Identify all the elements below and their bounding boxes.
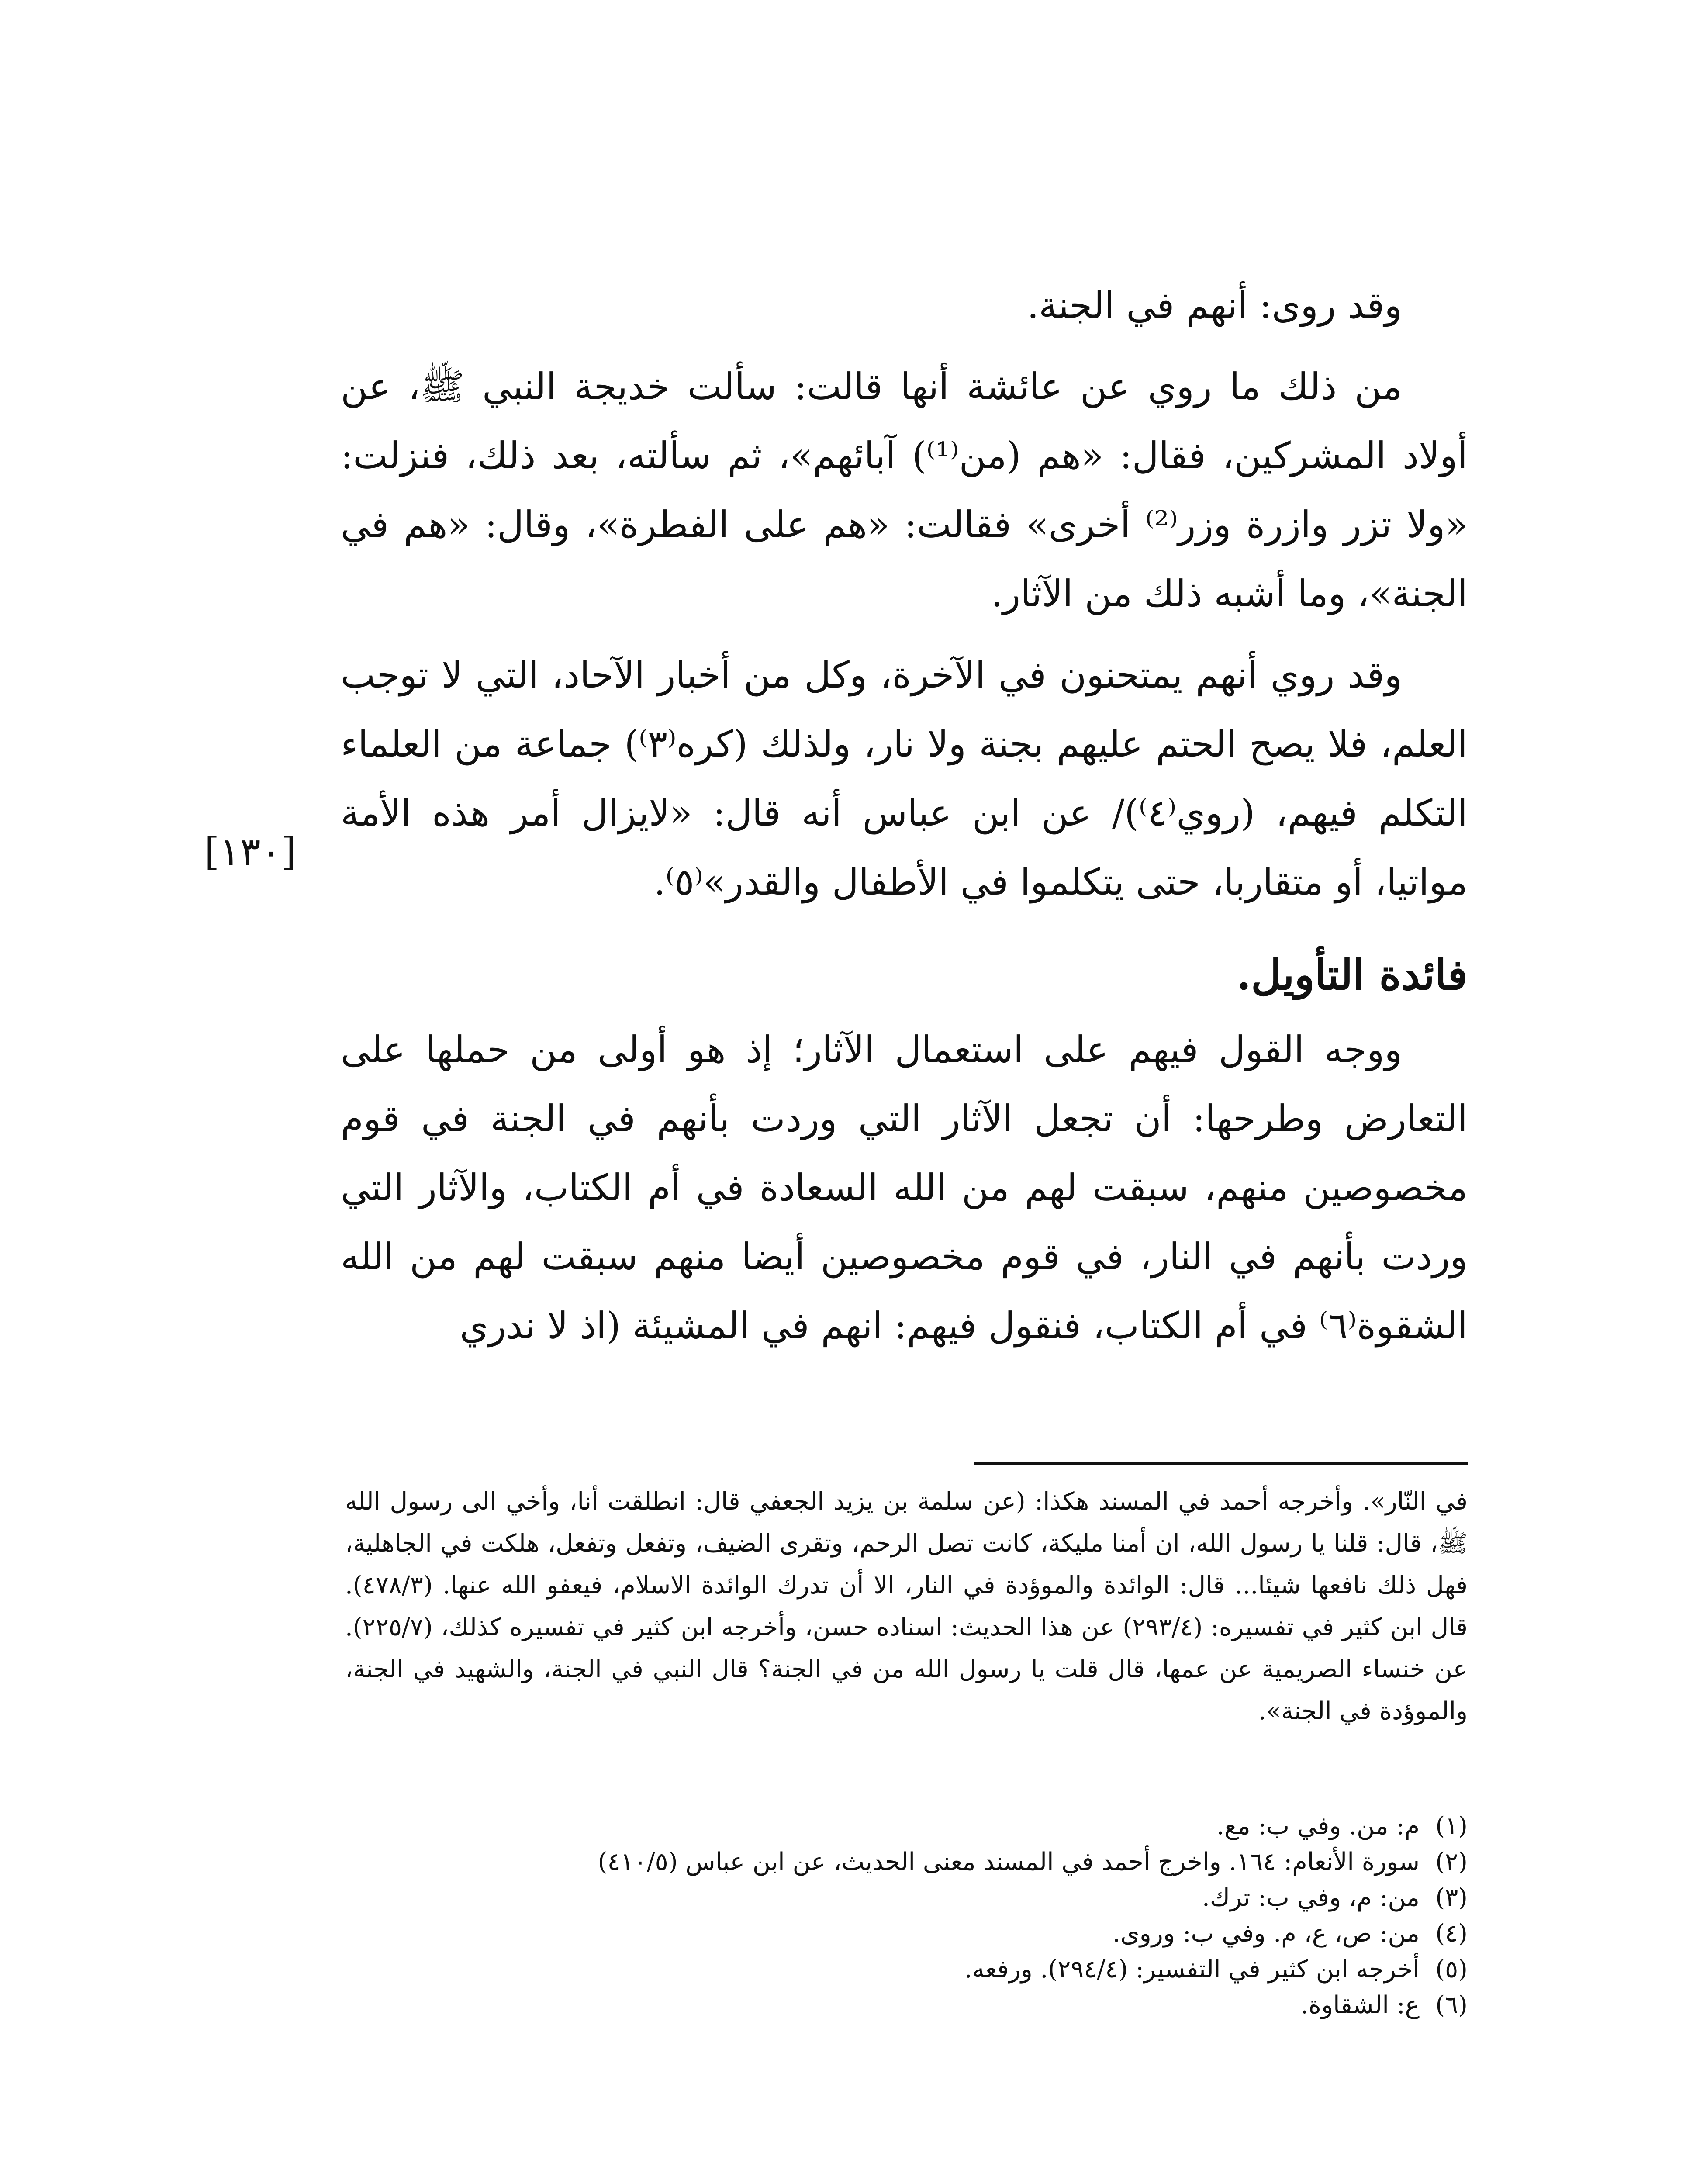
paragraph-2: من ذلك ما روي عن عائشة أنها قالت: سألت خديجة النبي ﷺ، عن أولاد المشركين، فقال: «هم (من⁽¹⁾) آبائهم»، ثم سألته، بعد ذلك، فنزلت: «ولا تزر وازرة وزر⁽²⁾ أخرى» فقالت: «هم على الفطرة»، وقال: «هم في الجنة»، وما أشبه ذلك من الآثار.	[341, 365, 1468, 615]
section-heading: فائدة التأويل.	[1236, 950, 1468, 999]
footnote-text: ع: الشقاوة.	[1300, 1991, 1420, 2019]
margin-page-reference: [١٣٠]	[204, 829, 297, 874]
footnote-item	[419, 1952, 1468, 1987]
footnote-text: من: ص، ع، م. وفي ب: وروى.	[1113, 1919, 1420, 1948]
footnote-item	[419, 1808, 1468, 1844]
main-text-block	[341, 271, 1468, 1360]
footnote-text: سورة الأنعام: ١٦٤. واخرج أحمد في المسند معنى الحديث، عن ابن عباس (٤١٠/٥)	[598, 1848, 1420, 1876]
footnote-text: م: من. وفي ب: مع.	[1216, 1812, 1420, 1840]
footnote-number: (٦)	[1435, 1991, 1468, 2019]
footnote-item	[419, 1880, 1468, 1916]
footnote-item	[419, 1844, 1468, 1880]
paragraph-1: وقد روى: أنهم في الجنة.	[1027, 284, 1402, 327]
footnote-continuation: في النّار». وأخرجه أحمد في المسند هكذا: (عن سلمة بن يزيد الجعفي قال: انطلقت أنا، وأخي الى رسول الله ﷺ، قال: قلنا يا رسول الله، ان أمنا مليكة، كانت تصل الرحم، وتقرى الضيف، وتفعل وتفعل، هلكت في الجاهلية، فهل ذلك نافعها شيئا... قال: الوائدة والموؤدة في النار، الا أن تدرك الوائدة الاسلام، فيعفو الله عنها. (٤٧٨/٣). قال ابن كثير في تفسيره: (٢٩٣/٤) عن هذا الحديث: اسناده حسن، وأخرجه ابن كثير في تفسيره كذلك، (٢٢٥/٧). عن خنساء الصريمية عن عمها، قال قلت يا رسول الله من في الجنة؟ قال النبي في الجنة، والشهيد في الجنة، والموؤدة في الجنة».	[345, 1487, 1468, 1725]
footnote-text: أخرجه ابن كثير في التفسير: (٢٩٤/٤). ورفعه.	[964, 1955, 1420, 1984]
footnote-text: من: م، وفي ب: ترك.	[1202, 1883, 1420, 1912]
footnote-number: (١)	[1435, 1812, 1468, 1840]
footnote-number: (٥)	[1435, 1955, 1468, 1984]
footnote-divider	[974, 1462, 1468, 1465]
footnotes-list	[419, 1808, 1468, 2023]
footnote-number: (٢)	[1435, 1848, 1468, 1876]
footnote-number: (٤)	[1435, 1919, 1468, 1948]
footnote-item	[419, 1916, 1468, 1952]
paragraph-4: ووجه القول فيهم على استعمال الآثار؛ إذ هو أولى من حملها على التعارض وطرحها: أن تجعل الآثار التي وردت بأنهم في الجنة في قوم مخصوصين منهم، سبقت لهم من الله السعادة في أم الكتاب، والآثار التي وردت بأنهم في النار، في قوم مخصوصين أيضا منهم سبقت لهم من الله الشقوة⁽٦⁾ في أم الكتاب، فنقول فيهم: انهم في المشيئة (اذ لا ندري	[341, 1028, 1468, 1347]
footnote-item	[419, 1987, 1468, 2023]
footnote-number: (٣)	[1435, 1883, 1468, 1912]
paragraph-3: وقد روي أنهم يمتحنون في الآخرة، وكل من أخبار الآحاد، التي لا توجب العلم، فلا يصح الحتم عليهم بجنة ولا نار، ولذلك (كره⁽٣⁾) جماعة من العلماء التكلم فيهم، (روي⁽٤⁾)/ عن ابن عباس أنه قال: «لايزال أمر هذه الأمة مواتيا، أو متقاربا، حتى يتكلموا في الأطفال والقدر»⁽٥⁾.	[341, 653, 1468, 903]
